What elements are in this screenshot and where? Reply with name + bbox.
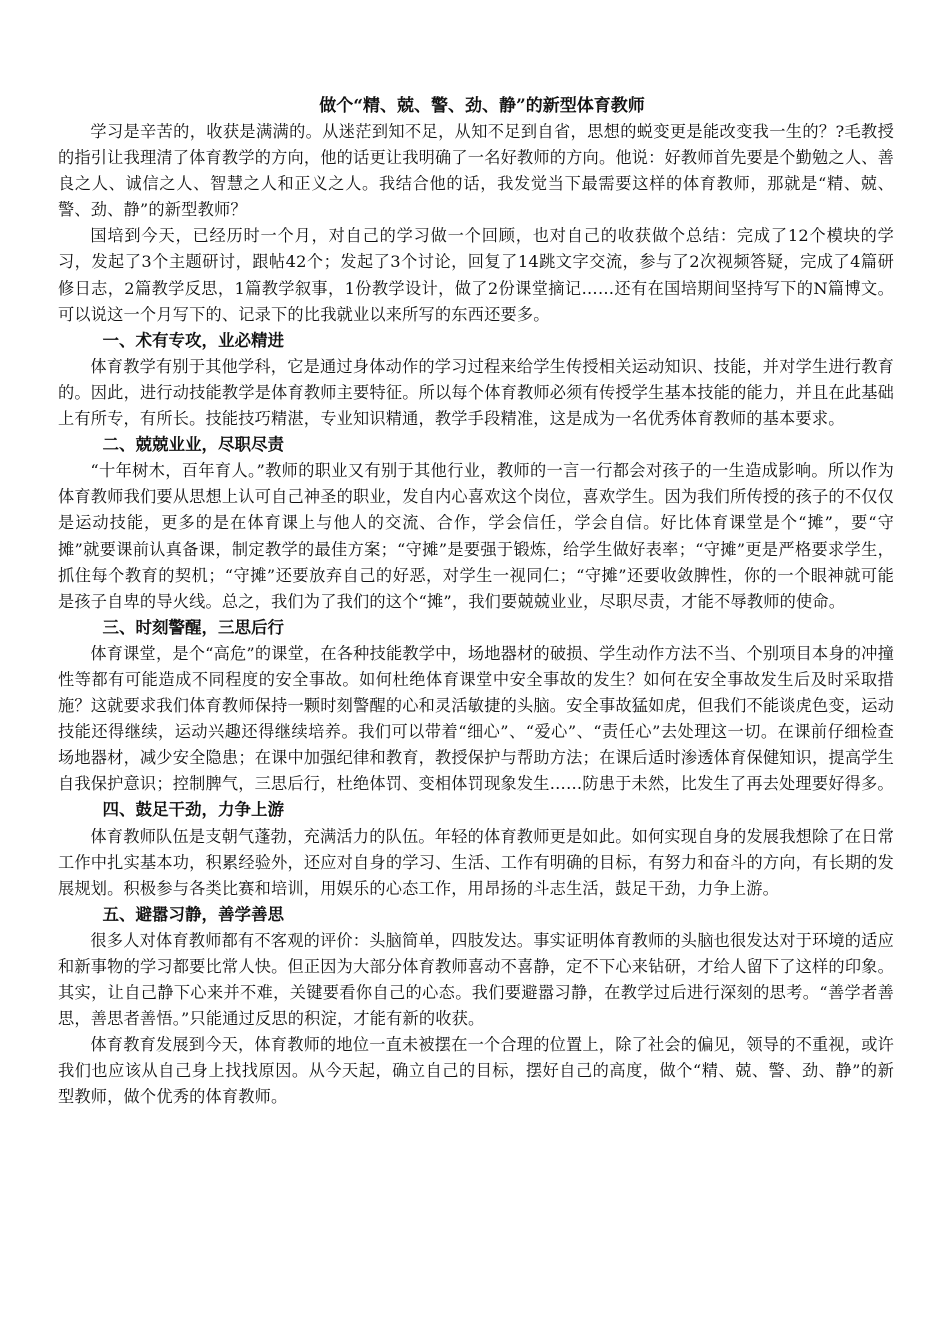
document-page — [58, 93, 894, 1111]
section-2-heading: 二、兢兢业业，尽职尽责 — [102, 435, 285, 455]
section-3-heading: 三、时刻警醒，三思后行 — [102, 617, 285, 637]
intro-paragraph-1: 学习是辛苦的，收获是满满的。从迷茫到知不足，从知不足到自省，思想的蜕变更是能改变我一生的？?毛教授的指引让我理清了体育教学的方向，他的话更让我明确了一名好教师的方向。他说：好教师首先要是个勤勉之人、善良之人、诚信之人、智慧之人和正义之人。我结合他的话，我发觉当下最需要这样的体育教师，那就是“精、兢、警、劲、静”的新型教师？ — [58, 122, 894, 220]
section-1-paragraph: 体育教学有别于其他学科，它是通过身体动作的学习过程来给学生传授相关运动知识、技能，并对学生进行教育的。因此，进行动技能教学是体育教师主要特征。所以每个体育教师必须有传授学生基本技能的能力，并且在此基础上有所专，有所长。技能技巧精湛，专业知识精通，教学手段精准，这是成为一名优秀体育教师的基本要求。 — [58, 356, 894, 429]
section-1-heading: 一、术有专攻，业必精进 — [102, 330, 285, 350]
section-3-paragraph: 体育课堂，是个“高危”的课堂，在各种技能教学中，场地器材的破损、学生动作方法不当、个别项目本身的冲撞性等都有可能造成不同程度的安全事故。如何杜绝体育课堂中安全事故的发生？如何在安全事故发生后及时采取措施？这就要求我们体育教师保持一颗时刻警醒的心和灵活敏捷的头脑。安全事故猛如虎，但我们不能谈虎色变，运动技能还得继续，运动兴趣还得继续培养。我们可以带着“细心”、“爱心”、“责任心”去处理这一切。在课前仔细检查场地器材，减少安全隐患；在课中加强纪律和教育，教授保护与帮助方法；在课后适时渗透体育保健知识，提高学生自我保护意识；控制脾气，三思后行，杜绝体罚、变相体罚现象发生……防患于未然，比发生了再去处理要好得多。 — [58, 643, 894, 794]
document-title: 做个“精、兢、警、劲、静”的新型体育教师 — [319, 96, 645, 116]
section-5-paragraph-1: 很多人对体育教师都有不客观的评价：头脑简单，四肢发达。事实证明体育教师的头脑也很发达对于环境的适应和新事物的学习都要比常人快。但正因为大部分体育教师喜动不喜静，定不下心来钻研，才给人留下了这样的印象。其实，让自己静下心来并不难，关键要看你自己的心态。我们要避嚣习静，在教学过后进行深刻的思考。“善学者善思，善思者善悟。”只能通过反思的积淀，才能有新的收获。 — [58, 930, 894, 1029]
conclusion-paragraph: 体育教育发展到今天，体育教师的地位一直未被摆在一个合理的位置上，除了社会的偏见，领导的不重视，或许我们也应该从自己身上找找原因。从今天起，确立自己的目标，摆好自己的高度，做个“精、兢、警、劲、静”的新型教师，做个优秀的体育教师。 — [58, 1035, 894, 1107]
section-4-heading: 四、鼓足干劲，力争上游 — [102, 800, 285, 820]
section-5-heading: 五、避嚣习静，善学善思 — [102, 904, 285, 924]
section-4-paragraph: 体育教师队伍是支朝气蓬勃，充满活力的队伍。年轻的体育教师更是如此。如何实现自身的发展我想除了在日常工作中扎实基本功，积累经验外，还应对自身的学习、生活、工作有明确的目标，有努力和奋斗的方向，有长期的发展规划。积极参与各类比赛和培训，用娱乐的心态工作，用昂扬的斗志生活，鼓足干劲，力争上游。 — [58, 826, 894, 898]
section-2-paragraph: “十年树木，百年育人。”教师的职业又有别于其他行业，教师的一言一行都会对孩子的一生造成影响。所以作为体育教师我们要从思想上认可自己神圣的职业，发自内心喜欢这个岗位，喜欢学生。因为我们所传授的孩子的不仅仅是运动技能，更多的是在体育课上与他人的交流、合作，学会信任，学会自信。好比体育课堂是个“摊”，要“守摊”就要课前认真备课，制定教学的最佳方案；“守摊”是要强于锻炼，给学生做好表率；“守摊”更是严格要求学生，抓住每个教育的契机；“守摊”还要放弃自己的好恶，对学生一视同仁；“守摊”还要收敛脾性，你的一个眼神就可能是孩子自卑的导火线。总之，我们为了我们的这个“摊”，我们要兢兢业业，尽职尽责，才能不辱教师的使命。 — [58, 461, 894, 611]
intro-paragraph-2: 国培到今天，已经历时一个月，对自己的学习做一个回顾，也对自己的收获做个总结：完成了12个模块的学习，发起了3个主题研讨，跟帖42个；发起了3个讨论，回复了14跳文字交流，参与了2次视频答疑，完成了4篇研修日志，2篇教学反思，1篇教学叙事，1份教学设计，做了2份课堂摘记……还有在国培期间坚持写下的N篇博文。可以说这一个月写下的、记录下的比我就业以来所写的东西还要多。 — [58, 226, 894, 324]
